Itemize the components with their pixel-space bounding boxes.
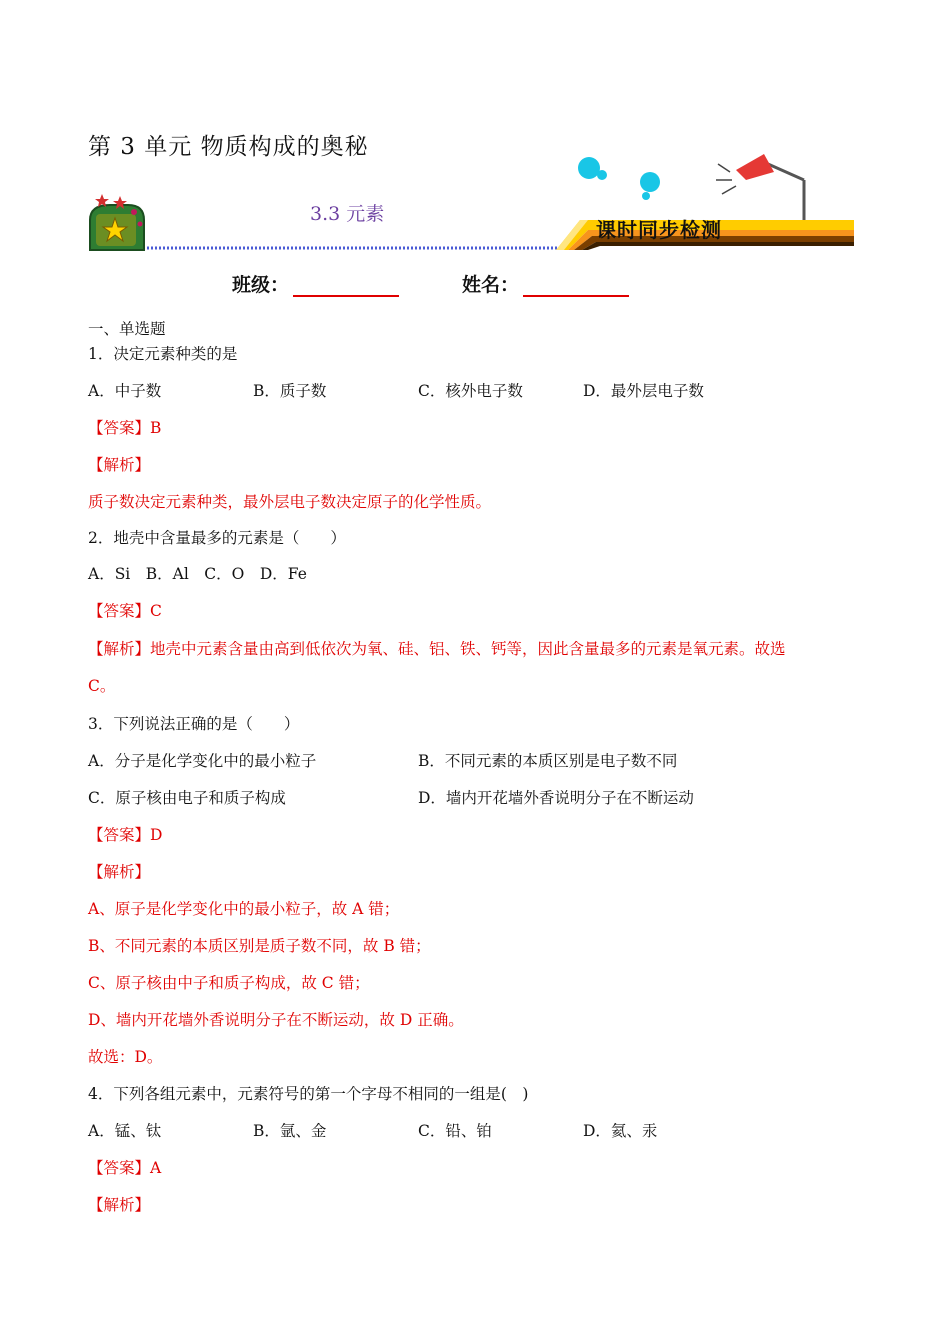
q1-option-c: C．核外电子数 [418, 382, 523, 400]
q1-option-b: B．质子数 [253, 382, 327, 400]
name-label: 姓名： [462, 274, 520, 296]
q4-option-d: D．氦、汞 [583, 1122, 658, 1140]
q1-option-d: D．最外层电子数 [583, 382, 704, 400]
q4-analysis-label: 【解析】 [88, 1196, 151, 1214]
q4-option-b: B．氩、金 [253, 1122, 327, 1140]
q1-option-a: A．中子数 [88, 382, 162, 400]
lesson-title: 3.3 元素 [310, 203, 385, 225]
q3-answer: 【答案】D [88, 826, 163, 844]
q1-answer: 【答案】B [88, 419, 162, 437]
q4-stem: 4．下列各组元素中，元素符号的第一个字母不相同的一组是( ) [88, 1085, 529, 1103]
desk-lamp-icon [716, 154, 804, 220]
q2-stem: 2．地壳中含量最多的元素是（ ） [88, 529, 346, 547]
class-blank [293, 275, 399, 297]
q3-stem: 3．下列说法正确的是（ ） [88, 715, 300, 733]
q1-analysis-text: 质子数决定元素种类，最外层电子数决定原子的化学性质。 [88, 493, 492, 511]
name-blank [523, 275, 629, 297]
q3-analysis-label: 【解析】 [88, 863, 151, 881]
q4-answer: 【答案】A [88, 1159, 162, 1177]
q4-option-a: A．锰、钛 [88, 1122, 162, 1140]
q3-analysis-line: A、原子是化学变化中的最小粒子，故 A 错； [88, 900, 400, 918]
lesson-banner [88, 150, 854, 260]
q2-analysis-line1: 【解析】地壳中元素含量由高到低依次为氧、硅、铝、铁、钙等，因此含量最多的元素是氧元素。故选 [88, 640, 786, 658]
q3-analysis-line: C、原子核由中子和质子构成，故 C 错； [88, 974, 370, 992]
q3-analysis-line: D、墙内开花墙外香说明分子在不断运动，故 D 正确。 [88, 1011, 464, 1029]
q3-analysis-line: B、不同元素的本质区别是质子数不同，故 B 错； [88, 937, 431, 955]
q4-option-c: C．铅、铂 [418, 1122, 492, 1140]
q3-option-d: D．墙内开花墙外香说明分子在不断运动 [418, 789, 694, 807]
name-field [462, 270, 629, 297]
q2-answer: 【答案】C [88, 602, 162, 620]
q3-analysis-line: 故选：D。 [88, 1048, 163, 1066]
unit-title: 第 3 单元 物质构成的奥秘 [88, 134, 369, 160]
q3-option-c: C．原子核由电子和质子构成 [88, 789, 286, 807]
q3-option-a: A．分子是化学变化中的最小粒子 [88, 752, 317, 770]
q1-stem: 1．决定元素种类的是 [88, 345, 238, 363]
star-badge-icon [90, 194, 144, 250]
bubbles-icon [578, 157, 660, 200]
q3-option-b: B．不同元素的本质区别是电子数不同 [418, 752, 678, 770]
class-field [232, 270, 399, 297]
section-title: 一、单选题 [88, 320, 166, 338]
banner-label: 课时同步检测 [596, 218, 722, 242]
class-label: 班级： [232, 274, 290, 296]
q1-analysis-label: 【解析】 [88, 456, 151, 474]
q2-options: A．Si B．Al C．O D．Fe [88, 565, 307, 583]
q2-analysis-line2: C。 [88, 677, 116, 695]
